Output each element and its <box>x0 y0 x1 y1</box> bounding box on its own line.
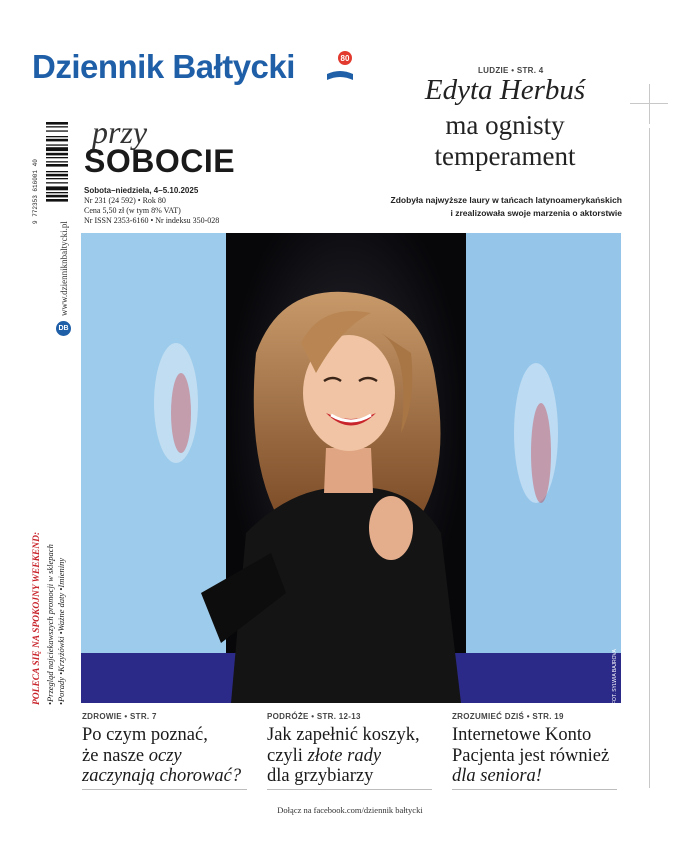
db-logo-icon: DB <box>56 321 71 336</box>
barcode-bar <box>46 136 68 137</box>
teaser-travel[interactable] <box>267 712 432 787</box>
barcode-bar <box>46 182 68 183</box>
barcode-bar <box>46 171 68 172</box>
barcode-bar <box>46 192 68 193</box>
barcode <box>36 122 68 228</box>
teaser-line <box>82 766 247 787</box>
cover-photo[interactable] <box>81 233 621 703</box>
teaser-line <box>82 746 247 767</box>
teaser-kicker: ZDROWIE • STR. 7 <box>82 712 157 721</box>
kicker-page: STR. 4 <box>516 66 544 75</box>
website-link[interactable]: www.dzienniknbaltycki.pl <box>59 221 69 316</box>
headline-line: ma ognisty <box>445 110 565 140</box>
teaser-line: Po czym poznać, <box>82 725 208 745</box>
barcode-bar <box>46 126 68 127</box>
teaser-kicker: ZROZUMIEĆ DZIŚ • STR. 19 <box>452 712 564 721</box>
barcode-bar <box>46 186 68 190</box>
kicker-section: PODRÓŻE <box>267 712 309 721</box>
masthead-title: Dziennik Bałtycki <box>32 48 295 85</box>
column-divider <box>267 789 432 790</box>
sub-line: i zrealizowała swoje marzenia o aktorstwie <box>450 208 622 218</box>
cover-photo-illustration <box>81 233 621 703</box>
teaser-line <box>452 766 617 787</box>
kicker-section: ZROZUMIEĆ DZIŚ <box>452 712 525 721</box>
teaser-text: Pacjenta jest również <box>452 745 610 766</box>
sub-line: Zdobyła najwyższe laury w tańcach latynoamerykańskich <box>390 195 622 205</box>
teaser-health[interactable] <box>82 712 247 787</box>
teaser-headline <box>452 725 617 787</box>
top-story-kicker: LUDZIE • STR. 4 <box>478 66 544 75</box>
barcode-bar <box>46 178 68 179</box>
teaser-line <box>452 746 617 767</box>
column-divider <box>82 789 247 790</box>
barcode-bar <box>46 161 68 162</box>
barcode-bar <box>46 164 68 167</box>
teaser-line: Jak zapełnić koszyk, <box>267 725 420 745</box>
footer-facebook[interactable]: Dołącz na facebook.com/dziennik bałtycki <box>277 805 423 815</box>
barcode-bar <box>46 199 68 202</box>
anniversary-badge <box>325 50 355 86</box>
barcode-bar <box>46 147 68 151</box>
kicker-page: STR. 19 <box>532 712 564 721</box>
top-story-name[interactable]: Edyta Herbuś <box>424 74 586 106</box>
barcode-bar <box>46 195 68 198</box>
issue-date: Sobota–niedziela, 4–5.10.2025 <box>84 186 199 195</box>
kicker-page: STR. 12-13 <box>316 712 361 721</box>
barcode-bar <box>46 144 68 145</box>
top-story-headline[interactable] <box>405 110 605 172</box>
kicker-section: ZDROWIE <box>82 712 122 721</box>
teaser-text: że nasze <box>82 745 149 766</box>
teaser-headline <box>267 725 432 787</box>
barcode-bar <box>46 130 68 131</box>
headline-line: temperament <box>434 141 576 171</box>
page-edge-line <box>649 128 650 788</box>
barcode-bar <box>46 153 68 156</box>
issue-issn: Nr ISSN 2353-6160 • Nr indeksu 350-028 <box>84 216 220 225</box>
issue-info <box>84 186 219 226</box>
teaser-understand[interactable] <box>452 712 617 787</box>
teaser-emph: złote rady <box>307 745 382 766</box>
barcode-digits: 9 772353 616001 40 <box>32 159 39 224</box>
promo-line: •Porady •Krzyżówki •Ważne daty •Imieniny <box>56 557 66 705</box>
teaser-kicker: PODRÓŻE • STR. 12-13 <box>267 712 361 721</box>
teaser-emph: oczy <box>148 745 182 766</box>
top-story-subheadline <box>362 194 622 220</box>
section-sobocie: SOBOCIE <box>84 143 236 179</box>
crop-mark-v <box>649 84 650 124</box>
barcode-bar <box>46 174 68 177</box>
teaser-emph: dla seniora! <box>452 766 542 786</box>
barcode-bar <box>46 157 68 158</box>
issue-number: Nr 231 (24 592) • Rok 80 <box>84 196 166 205</box>
issue-price: Cena 5,50 zł (w tym 8% VAT) <box>84 206 181 215</box>
promo-line: •Przegląd najciekawszych promocji w sklepach <box>45 544 55 705</box>
teaser-line: Internetowe Konto <box>452 725 592 745</box>
teaser-text: dla grzybiarzy <box>267 766 374 786</box>
barcode-bar <box>46 139 68 142</box>
column-divider <box>452 789 617 790</box>
teaser-text: czyli <box>267 745 308 766</box>
badge-number: 80 <box>340 54 350 63</box>
teaser-line <box>267 766 432 787</box>
kicker-page: STR. 7 <box>130 712 157 721</box>
promo-title: POLECA SIĘ NA SPOKOJNY WEEKEND: <box>32 531 42 705</box>
barcode-bar <box>46 122 68 125</box>
photo-credit: FOT. SYLWIA BAJROVA <box>612 649 618 704</box>
section-przy: przy <box>92 114 148 150</box>
kicker-section: LUDZIE <box>478 66 509 75</box>
teaser-line <box>267 746 432 767</box>
teaser-emph: zaczynają chorować? <box>82 766 242 786</box>
teaser-headline <box>82 725 247 787</box>
